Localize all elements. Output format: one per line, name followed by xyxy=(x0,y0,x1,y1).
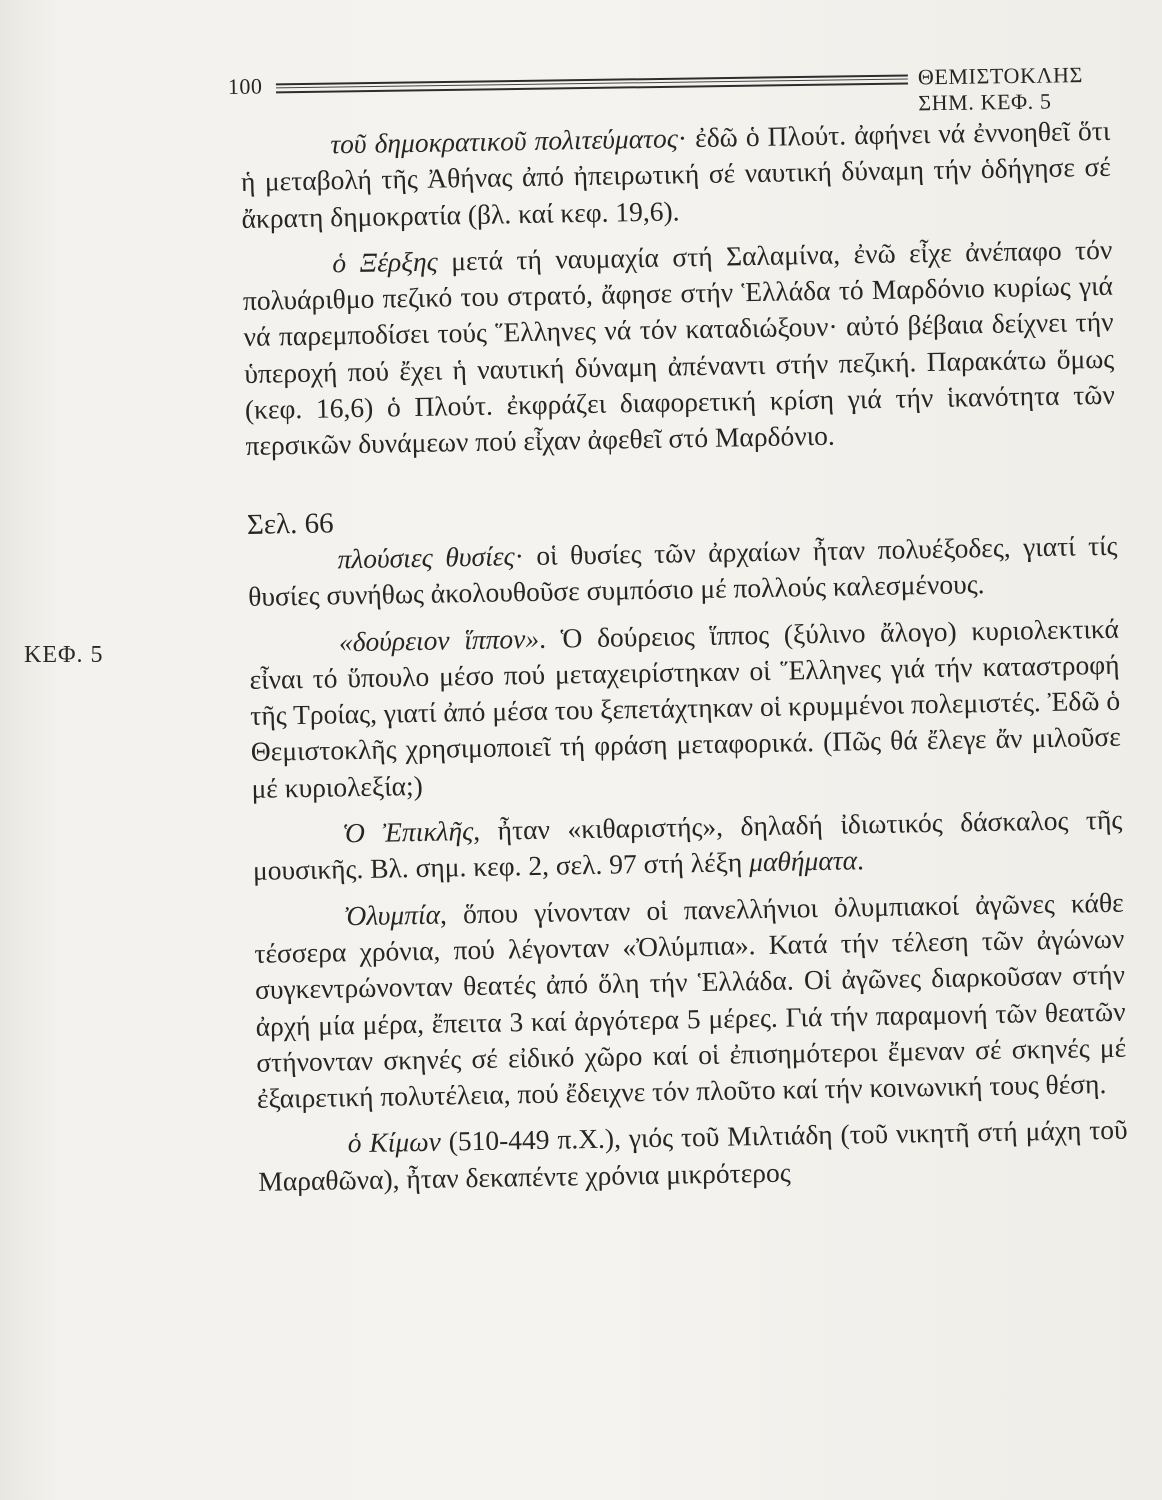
page-number: 100 xyxy=(227,73,263,99)
paragraph-text: · ἐδῶ ὁ Πλούτ. ἀφήνει νά ἐννοηθεῖ ὅτι ἡ μεταβολή τῆς Ἀθήνας ἀπό ἠπειρωτική σέ ναυτική δύναμη τήν ὁδήγησε σέ ἄκρατη δημοκρατία (βλ. καί κεφ. 19,6). xyxy=(240,114,1112,234)
running-head: ΘΕΜΙΣΤΟΚΛΗΣ ΣΗΜ. ΚΕΦ. 5 xyxy=(917,62,1084,116)
paragraph-end: . xyxy=(856,844,865,876)
lemma: ὁ Ξέρξης xyxy=(332,245,439,279)
lemma: «δούρειον ἵππον» xyxy=(338,622,540,657)
paragraph-text: (510-449 π.Χ.), γιός τοῦ Μιλτιάδη (τοῦ νικητῆ στή μάχη τοῦ Μαραθῶνα), ἦταν δεκαπέντε χρόνια μικρότερος xyxy=(258,1114,1128,1197)
paragraph xyxy=(257,1112,1128,1200)
paragraph xyxy=(252,802,1123,890)
paragraph xyxy=(253,884,1127,1117)
paragraph-text: , ὅπου γίνονταν οἱ πανελλήνιοι ὀλυμπιακοί ἀγῶνες κάθε τέσσερα χρόνια, πού λέγονταν «Ὀλύμπια». Κατά τήν τέλεση τῶν ἀγώνων συγκεντρώνονταν θεατές ἀπό ὅλη τήν Ἑλλάδα. Οἱ ἀγῶνες διαρκοῦσαν στήν ἀρχή μία μέρα, ἔπειτα 3 καί ἀργότερα 5 μέρες. Γιά τήν παραμονή τῶν θεατῶν στήνονταν σκηνές σέ εἰδικό χῶρο καί οἱ ἐπισημότεροι ἔμεναν σέ σκηνές μέ ἐξαιρετική πολυτέλεια, πού ἔδειχνε τόν πλοῦτο καί τήν κοινωνική τους θέση. xyxy=(254,886,1127,1114)
lemma: πλούσιες θυσίες xyxy=(337,540,515,575)
cross-reference-term: μαθήματα xyxy=(748,844,858,878)
header-rule xyxy=(276,75,908,94)
lemma: Ὀλυμπία xyxy=(343,898,441,931)
paragraph-text: . Ὁ δούρειος ἵππος (ξύλινο ἄλογο) κυριολεκτικά εἶναι τό ὕπουλο μέσο πού μεταχειρίστηκαν οἱ Ἕλληνες γιά τήν καταστροφή τῆς Τροίας, γιατί ἀπό μέσα του ξεπετάχτηκαν οἱ κρυμμένοι πολεμιστές. Ἐδῶ ὁ Θεμιστοκλῆς χρησιμοποιεῖ τή φράση μεταφορικά. (Πῶς θά ἔλεγε ἄν μιλοῦσε μέ κυριολεξία;) xyxy=(249,612,1122,804)
section-heading: Σελ. 66 xyxy=(246,507,334,541)
main-text xyxy=(240,113,1129,1210)
paragraph-text: · οἱ θυσίες τῶν ἀρχαίων ἦταν πολυέξοδες, γιατί τίς θυσίες συνήθως ἀκολουθοῦσε συμπόσιο μέ πολλούς καλεσμένους. xyxy=(247,529,1118,613)
paragraph xyxy=(242,232,1116,465)
lemma: ὁ Κίμων xyxy=(347,1126,442,1159)
paragraph xyxy=(240,113,1112,237)
paragraph xyxy=(247,528,1118,616)
margin-chapter-label: ΚΕΦ. 5 xyxy=(24,642,104,668)
page-header xyxy=(227,58,1084,116)
paragraph-text: , ἦταν «κιθαριστής», δηλαδή ἰδιωτικός δάσκαλος τῆς μουσικῆς. Βλ. σημ. κεφ. 2, σελ. 97 στή λέξη xyxy=(252,803,1123,887)
lemma: τοῦ δημοκρατικοῦ πολιτεύματος xyxy=(330,122,679,160)
paragraph-text: μετά τή ναυμαχία στή Σαλαμίνα, ἐνῶ εἶχε ἀνέπαφο τόν πολυάριθμο πεζικό του στρατό, ἄφησε στήν Ἑλλάδα τό Μαρδόνιο κυρίως γιά νά παρεμποδίσει τούς Ἕλληνες νά τόν καταδιώξουν· αὐτό βέβαια δείχνει τήν ὑπεροχή πού ἔχει ἡ ναυτική δύναμη ἀπέναντι στήν πεζική. Παρακάτω ὅμως (κεφ. 16,6) ὁ Πλούτ. ἐκφράζει διαφορετική κρίση γιά τήν ἱκανότητα τῶν περσικῶν δυνάμεων πού εἶχαν ἀφεθεῖ στό Μαρδόνιο. xyxy=(242,233,1116,462)
paragraph xyxy=(249,610,1122,807)
lemma: Ὁ Ἐπικλῆς xyxy=(342,815,474,849)
